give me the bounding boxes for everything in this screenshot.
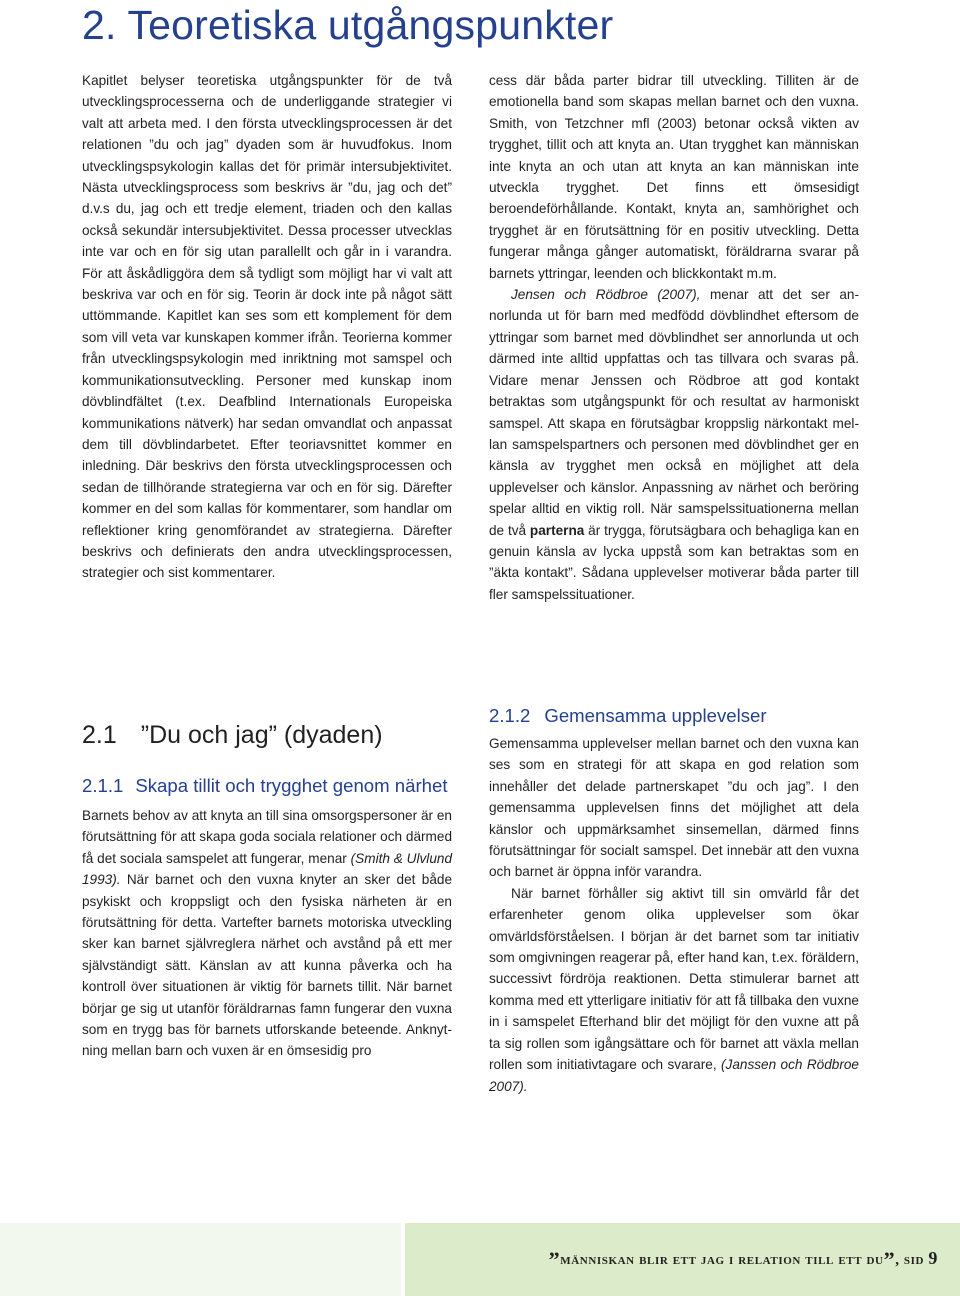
chapter-number: 2. <box>82 2 117 48</box>
section-2-1-2-heading <box>489 700 859 731</box>
section-2-1-heading <box>82 718 452 752</box>
section-2-1-number: 2.1 <box>82 721 117 749</box>
p211-text-b: När barnet och den vuxna knyter an sker det både psykiskt och kroppsligt och den fysiska närheten är en förutsättning för detta. Vartefter barnets motoriska utveckling sker kan barnet självreglera närhet och avstånd på ett mer självständigt sätt. Känslan av att kunna påverka och ha kontroll över situationen är viktig för barnets tillit. När barnet börjar ge sig ut utanför föräldrarnas famn fungerar den vuxna som en trygg bas för barnets utforskande beteende. Anknytning mellan barn och vuxen är en ömsesidig pro <box>82 872 452 1059</box>
p212-citation: (Janssen och Rödbroe 2007). <box>489 1057 859 1094</box>
chapter-name: Teoretiska utgångspunkter <box>127 2 614 48</box>
jensen-text-a: menar att det ser annorlunda ut för barn med medfödd dövblindhet eftersom de yttringar som barnet med dövblindhet ser annorlunda ut och därmed inte alltid uppfattas och tas tillvara och svaras på. Vidare menar Jenssen och Rödbroe att god kontakt betraktas som utgångspunkt för och resultat av harmoniskt samspel. Att skapa en förutsägbar kroppslig närkontakt mellan samspelspartners och personen med dövblindhet ger en känsla av trygghet men också en möjlighet att dela upplevelser och känslor. Anpassning av närhet och beröring spelar alltid en viktig roll. När samspelssituationerna mellan de två <box>489 287 859 538</box>
footer-open-quote: ” <box>548 1247 561 1272</box>
footer-close-quote: ” <box>883 1247 896 1272</box>
p211-text-a: Barnets behov av att knyta an till sina omsorgspersoner är en förutsättning för att skapa goda sociala relationer och därmed få det sociala samspelet att fungerar, menar <box>82 808 452 866</box>
p211-citation: (Smith & Ulvlund 1993). <box>82 850 453 888</box>
footer-band <box>405 1223 960 1296</box>
section-2-1-title: ”Du och jag” (dyaden) <box>140 721 383 749</box>
jensen-text-b: är trygga, förutsägbara och behagliga kan en genuin känsla av lycka uppstå som kan betraktas som en ”äkta kontakt”. Sådana upplevelser motiverar båda parter till fler samspelssituationer. <box>489 522 860 602</box>
section-2-1-1-number: 2.1.1 <box>82 775 124 796</box>
page-number: 9 <box>928 1248 938 1268</box>
section-2-1-2-paragraph-1: Gemensamma upplevelser mellan barnet och den vuxna kan ses som en strategi för att skapa en god relation som innehåller det delade partnerskapet ”du och jag”. I den gemensamma upplevelsen finns det möjlighet att dela känslor och uppmärksamhet sinsemellan, därmed finns förutsättningar för socialt samspel. Det innebär att den vuxna och barnet är öppna inför varandra. <box>489 736 859 880</box>
section-2-1-1-paragraph <box>82 805 452 1062</box>
section-2-1-2-title: Gemensamma upplevelser <box>544 705 767 726</box>
right-column <box>489 70 859 605</box>
section-2-1-1-title: Skapa tillit och trygghet genom närhet <box>135 775 448 796</box>
footer-page-label: , sid <box>895 1252 929 1268</box>
section-2-1-2-number: 2.1.2 <box>489 705 531 726</box>
left-column-sections <box>82 718 452 1062</box>
section-2-1-2-paragraph-2 <box>489 883 859 1097</box>
section-2-1-1-heading <box>82 770 452 801</box>
footer-left-panel <box>0 1223 401 1296</box>
continued-paragraph: cess där båda parter bidrar till utveckling. Tilliten är de emotionella band som skapas mellan barnet och den vuxna. Smith, von Tetzchner mfl (2003) betonar också vikten av trygghet, tillit och att knyta an. Utan trygghet kan människan inte knyta an och utan att knyta an kan människan inte utveckla trygghet. Det finns ett ömsesidigt beroendeförhållande. Kontakt, knyta an, samhörighet och trygghet är en förutsättning för en positiv utveckling. Detta fungerar många gånger automatiskt, föräldrarna svarar på barnets yttringar, leenden och blickkontakt m.m. <box>489 73 859 281</box>
left-column <box>82 70 452 584</box>
intro-paragraph: Kapitlet belyser teoretiska utgångspunkter för de två utvecklingsprocesserna och de underliggande strategier vi valt att arbeta med. I den första utvecklingsprocessen är det relationen ”du och jag” dyaden som är huvudfokus. Inom utvecklingspsykologin kallas det för primär intersubjektivitet. Nästa utvecklingsprocess som beskrivs är ”du, jag och det” d.v.s du, jag och ett tredje element, triaden och den kallas också sekundär intersubjektivitet. Dessa processer utvecklas inte var och en för sig utan parallellt och går in i varandra. För att åskådliggöra dem så tydligt som möjligt har vi valt att beskriva var och en för sig. Teorin är dock inte på något sätt uttömmande. Kapitlet kan ses som ett komplement för dem som vill veta var kunskapen kommer ifrån. Teorierna kommer från utvecklingspsykologin med inriktning mot samspel och kommunikationsutveckling. Personer med kunskap inom dövblindfältet (t.ex. Deafblind Internationals Europeiska kommunikations nätverk) har sedan omvandlat och anpassat dem till dövblindarbetet. Efter teoriavsnittet kommer en inledning. Där beskrivs den första utvecklingsprocessen och sedan de tillhörande strategierna var och en för sig. Därefter kommer en del som kallas för kommentarer, som handlar om reflektioner kring genomförandet av strategierna. Därefter beskrivs och definierats den andra utvecklingsprocessen, strategier och sist kommentarer. <box>82 73 452 581</box>
jensen-citation: Jensen och Rödbroe (2007), <box>511 287 701 303</box>
p212-text: När barnet förhåller sig aktivt till sin omvärld får det erfarenheter genom olika upplevelser som ökar omvärldsförståelsen. I början är det barnet som tar initiativ som omgivningen reagerar på, efter hand kan, t.ex. föräldern, successivt fördröja reaktionen. Detta stimulerar barnet att komma med ett ytterligare initiativ för att få tillbaka den vuxne in i samspelet Efterhand blir det möjligt för den vuxne att på ta sig rollen som igångsättare och för barnet att växla mellan rollen som initiativtagare och svarare, <box>489 885 859 1073</box>
running-footer <box>549 1247 938 1273</box>
footer-title: människan blir ett jag i relation till ett du <box>560 1252 884 1268</box>
chapter-title <box>82 2 613 49</box>
right-column-section <box>489 700 859 1097</box>
jensen-paragraph <box>489 284 859 605</box>
jensen-bold-word: parterna <box>529 522 585 538</box>
